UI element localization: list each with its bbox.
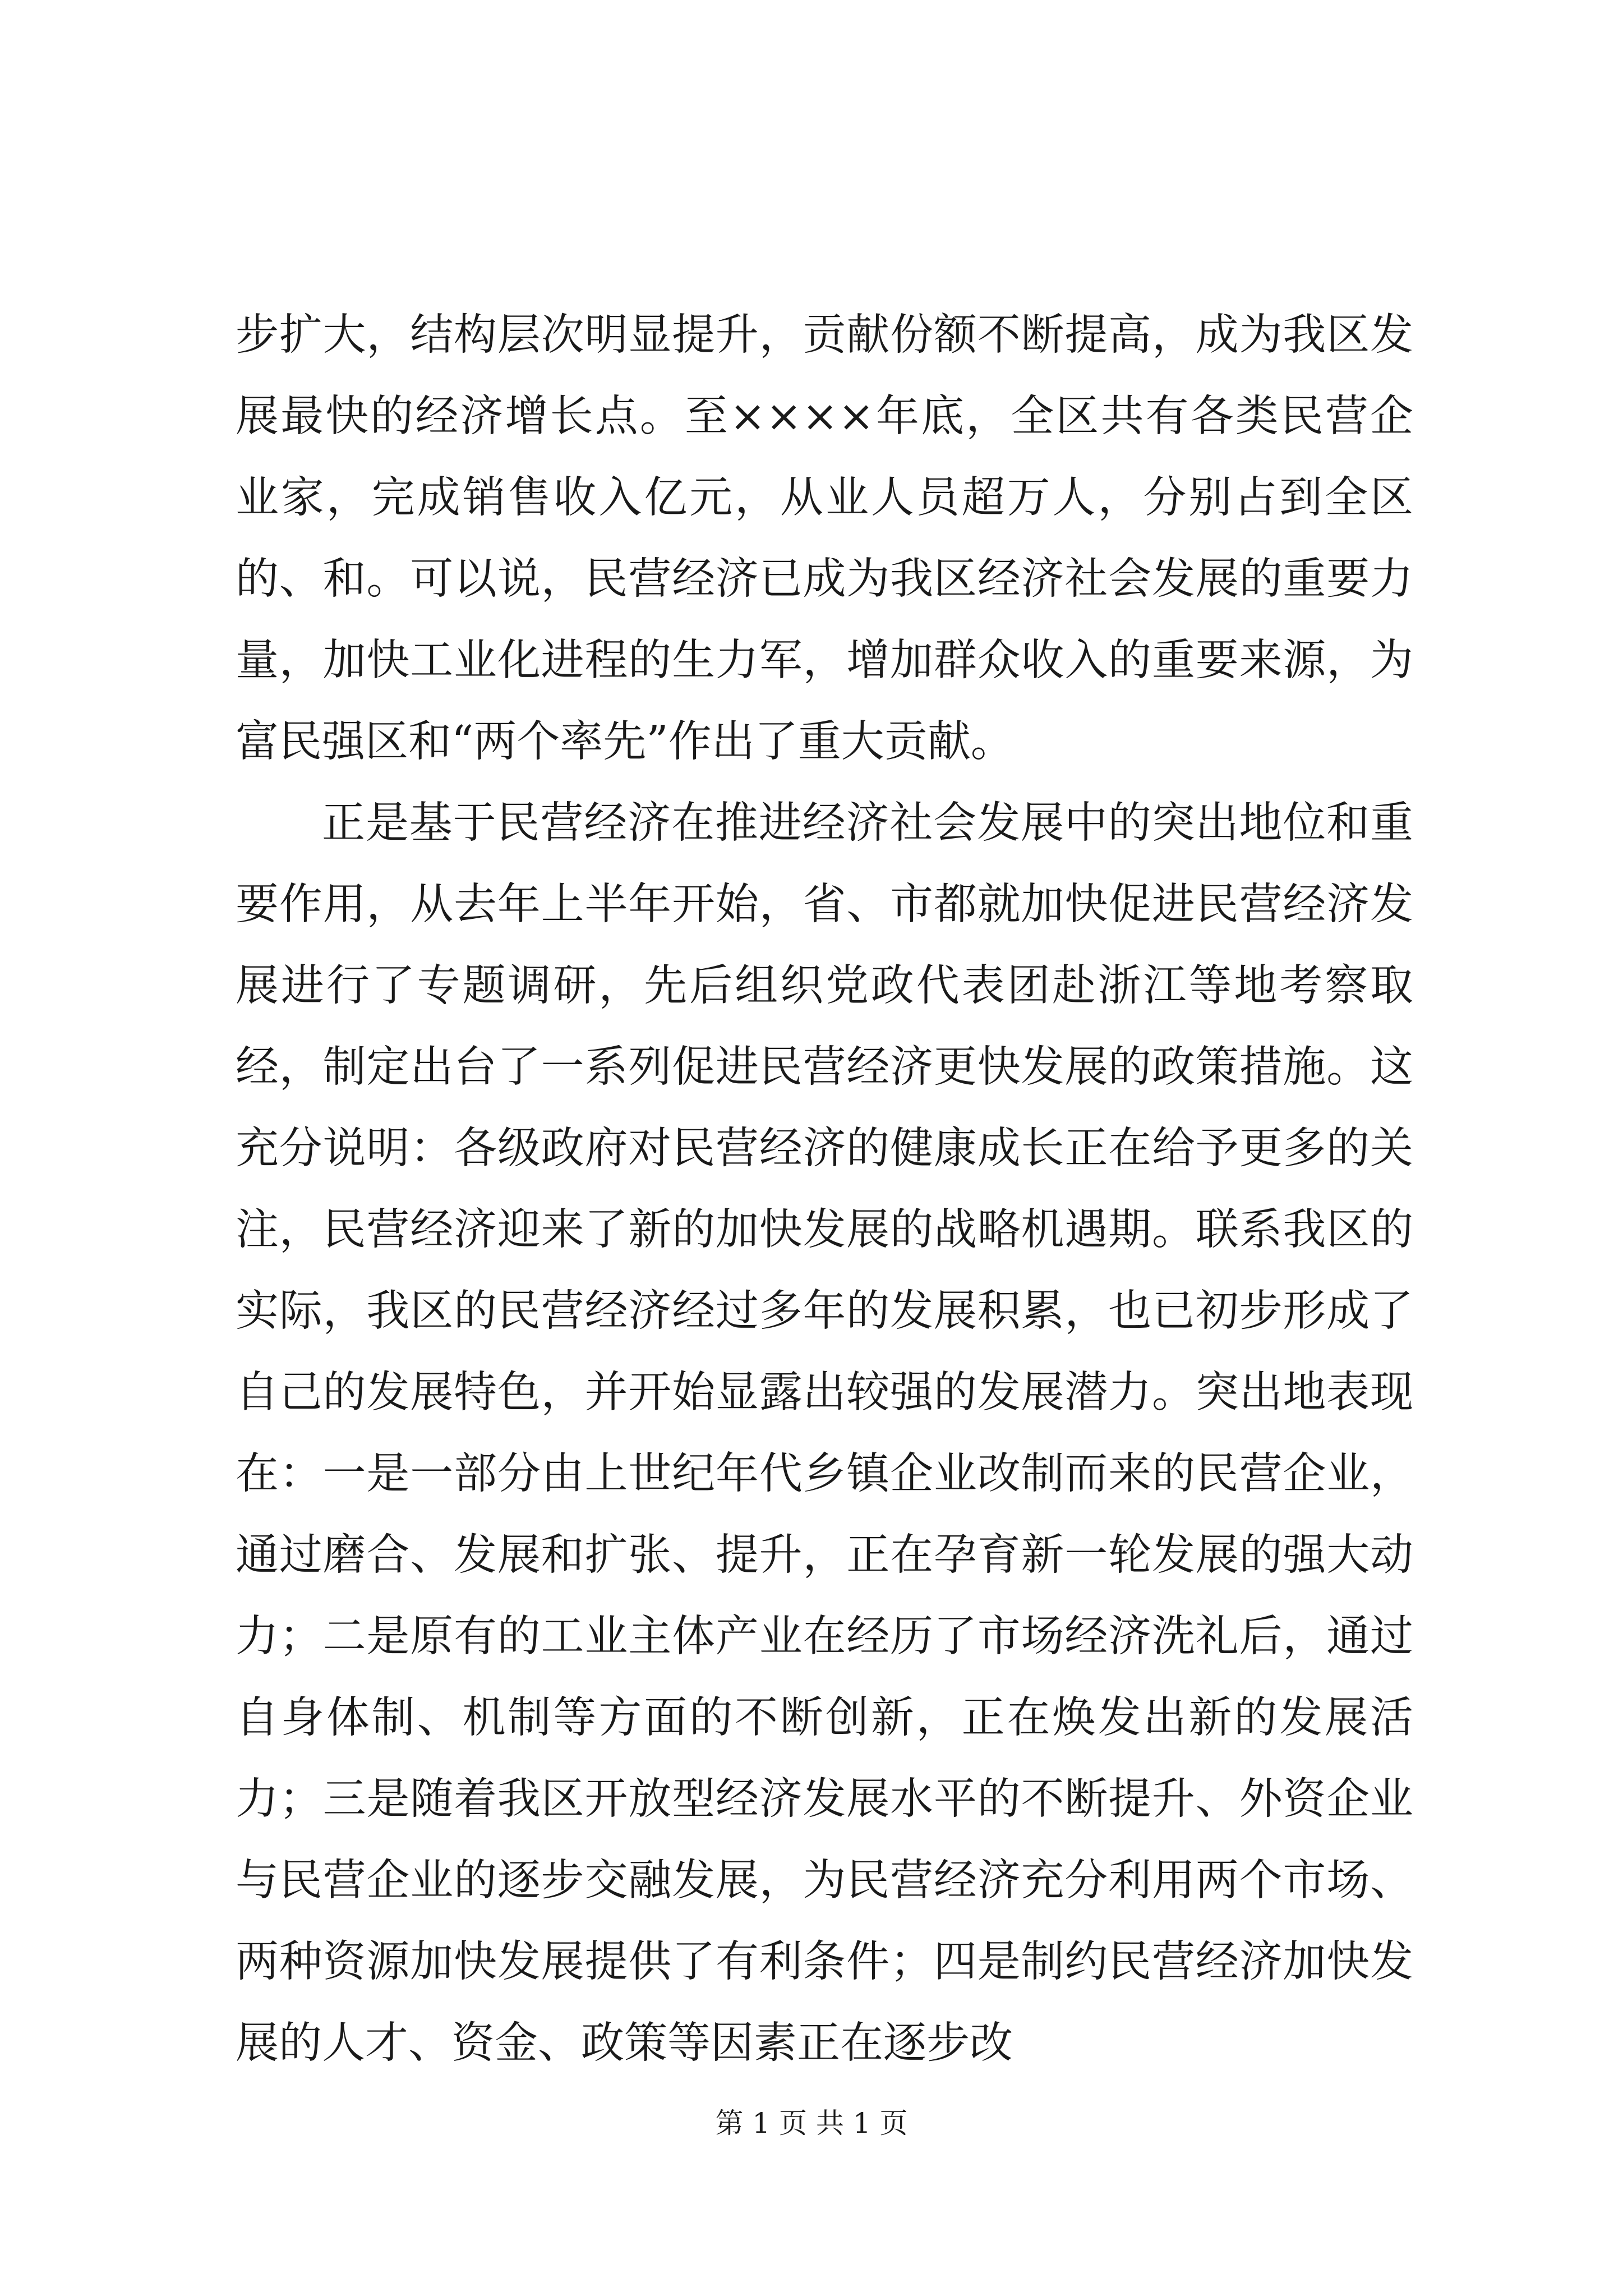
paragraph-2: 正是基于民营经济在推进经济社会发展中的突出地位和重要作用，从去年上半年开始，省、市都就加快促进民营经济发展进行了专题调研，先后组织党政代表团赴浙江等地考察取经，制定出台了一系列促进民营经济更快发展的政策措施。这充分说明：各级政府对民营经济的健康成长正在给予更多的关注，民营经济迎来了新的加快发展的战略机遇期。联系我区的实际，我区的民营经济经过多年的发展积累，也已初步形成了自己的发展特色，并开始显露出较强的发展潜力。突出地表现在：一是一部分由上世纪年代乡镇企业改制而来的民营企业，通过磨合、发展和扩张、提升，正在孕育新一轮发展的强大动力；二是原有的工业主体产业在经历了市场经济洗礼后，通过自身体制、机制等方面的不断创新，正在焕发出新的发展活力；三是随着我区开放型经济发展水平的不断提升、外资企业与民营企业的逐步交融发展，为民营经济充分利用两个市场、两种资源加快发展提供了有利条件；四是制约民营经济加快发展的人才、资金、政策等因素正在逐步改 [236, 798, 1413, 2068]
document-body [236, 295, 1413, 2084]
page-footer: 第 1 页 共 1 页 [715, 2107, 908, 2139]
paragraph-1: 步扩大，结构层次明显提升，贡献份额不断提高，成为我区发展最快的经济增长点。至××××年底，全区共有各类民营企业家，完成销售收入亿元，从业人员超万人，分别占到全区的、和。可以说，民营经济已成为我区经济社会发展的重要力量，加快工业化进程的生力军，增加群众收入的重要来源，为富民强区和“两个率先”作出了重大贡献。 [236, 310, 1413, 767]
